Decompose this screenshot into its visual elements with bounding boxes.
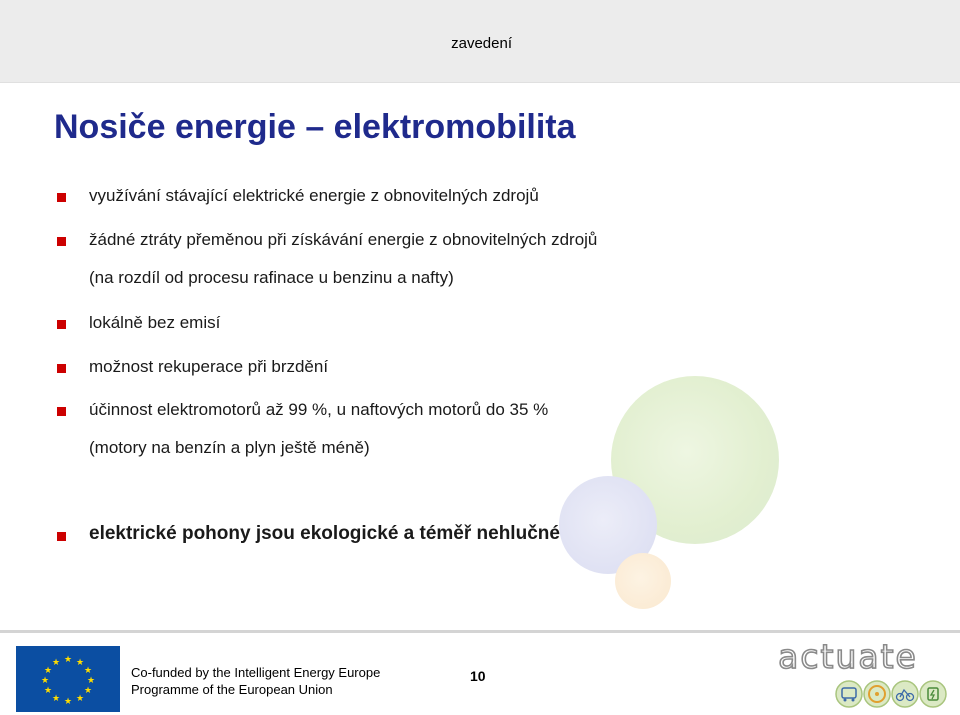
svg-text:★: ★ [75,694,85,704]
bullet-marker [57,407,66,416]
slide-title: Nosiče energie – elektromobilita [54,108,576,146]
cofunding-line-2: Programme of the European Union [131,682,333,697]
cofunding-line-1: Co-funded by the Intelligent Energy Europe [131,665,381,680]
svg-text:★: ★ [51,694,61,704]
bullet-text: možnost rekuperace při brzdění [89,357,329,376]
svg-text:★: ★ [43,686,53,696]
svg-text:★: ★ [40,676,50,686]
svg-text:★: ★ [63,697,73,707]
steering-wheel-icon [864,681,890,707]
charging-plug-icon [920,681,946,707]
svg-text:★: ★ [75,658,85,668]
actuate-logo [752,640,944,676]
cofunding-notice [131,664,380,698]
bicycle-icon [892,681,918,707]
bullet-marker [57,364,66,373]
svg-text:★: ★ [63,655,73,665]
actuate-icon-row [835,678,947,710]
svg-text:★: ★ [51,658,61,668]
page-number: 10 [470,668,486,684]
actuate-logo-text: actuate [778,640,918,676]
decorative-circle-orange [615,553,671,609]
svg-text:★: ★ [83,666,93,676]
bullet-marker [57,237,66,246]
bullet-text: lokálně bez emisí [89,313,221,332]
bullet-text: účinnost elektromotorů až 99 %, u naftových motorů do 35 % [89,400,549,419]
bullet-marker [57,193,66,202]
svg-text:★: ★ [43,666,53,676]
bullet-marker [57,532,66,541]
header-bar [0,0,960,83]
bullet-continuation: (na rozdíl od procesu rafinace u benzinu a nafty) [89,268,454,287]
eu-flag-icon [16,646,120,712]
bullet-continuation: (motory na benzín a plyn ještě méně) [89,438,370,457]
svg-text:★: ★ [83,686,93,696]
bullet-text: využívání stávající elektrické energie z obnovitelných zdrojů [89,186,539,205]
bullet-marker [57,320,66,329]
bullet-text-bold: elektrické pohony jsou ekologické a téměř nehlučné [89,523,560,544]
footer-divider [0,630,960,633]
section-label: zavedení [451,35,512,52]
bullet-text: žádné ztráty přeměnou při získávání energie z obnovitelných zdrojů [89,230,598,249]
bus-icon [836,681,862,707]
svg-text:★: ★ [86,676,96,686]
